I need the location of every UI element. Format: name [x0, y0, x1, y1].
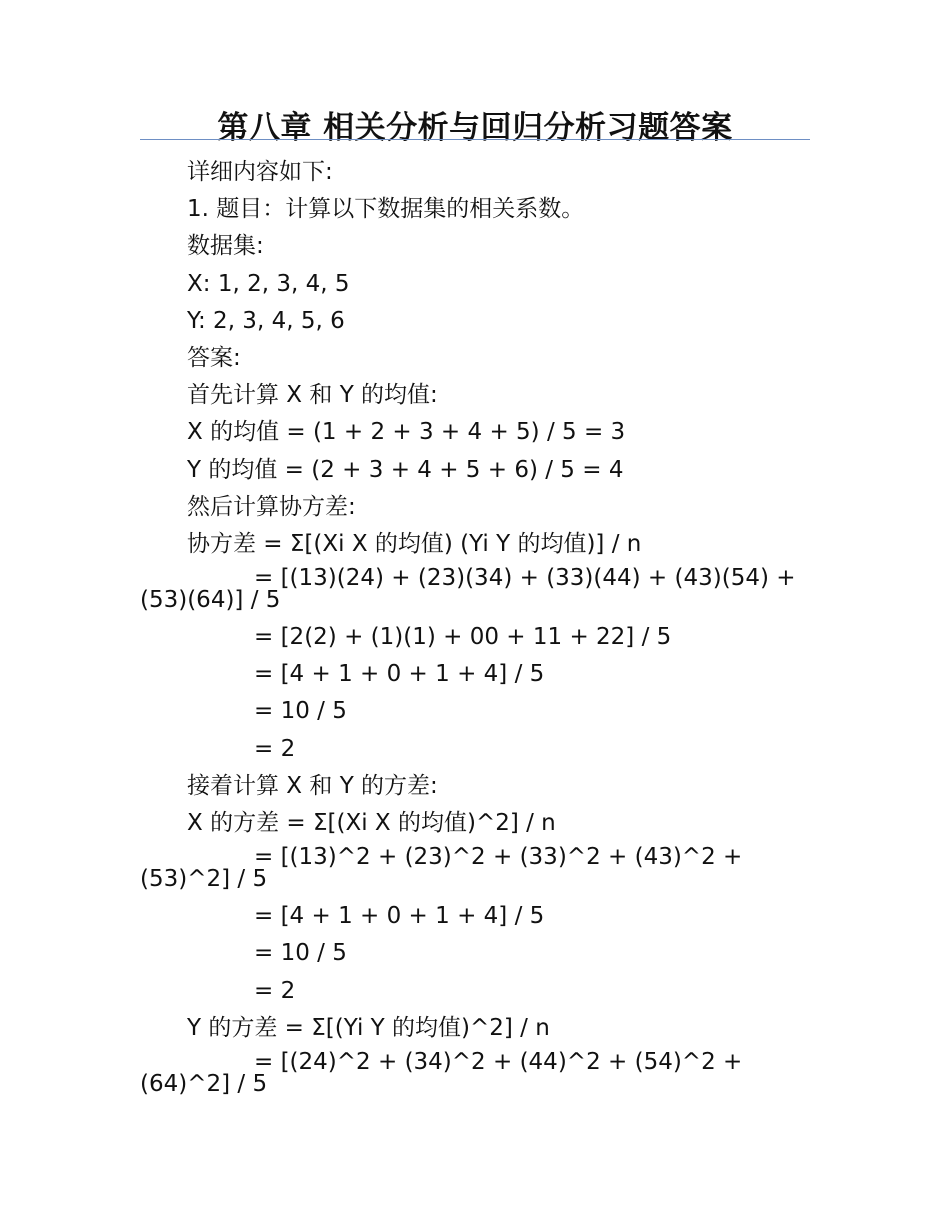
variance-x-step-1: [0, 842, 950, 898]
covariance-step-4: = 10 / 5: [254, 698, 347, 725]
document-body: [0, 154, 950, 1107]
mean-x: X 的均值 = (1 + 2 + 3 + 4 + 5) / 5 = 3: [187, 419, 626, 446]
covariance-step-1: [0, 563, 950, 619]
intro-line: 详细内容如下:: [187, 159, 333, 185]
variance-x-step-2: = [4 + 1 + 0 + 1 + 4] / 5: [254, 903, 545, 930]
mean-heading: 首先计算 X 和 Y 的均值:: [187, 382, 438, 409]
covariance-step-3: = [4 + 1 + 0 + 1 + 4] / 5: [254, 661, 545, 688]
dataset-label: 数据集:: [187, 233, 264, 260]
variance-x-step-3: = 10 / 5: [254, 940, 347, 967]
covariance-heading: 然后计算协方差:: [187, 493, 356, 520]
dataset-y: Y: 2, 3, 4, 5, 6: [187, 307, 345, 334]
covariance-step-2: = [2(2) + (1)(1) + 00 + 11 + 22] / 5: [254, 624, 672, 651]
covariance-step-1-line-1: = [(13)(24) + (23)(34) + (33)(44) + (43)(54) +: [254, 565, 796, 592]
variance-y-formula: Y 的方差 = Σ[(Yi Y 的均值)^2] / n: [187, 1014, 550, 1041]
mean-y: Y 的均值 = (2 + 3 + 4 + 5 + 6) / 5 = 4: [187, 456, 624, 483]
question-line: 1. 题目：计算以下数据集的相关系数。: [187, 196, 585, 223]
title-underline: [140, 139, 810, 140]
document-title: 第八章 相关分析与回归分析习题答案: [217, 110, 733, 146]
variance-x-result: = 2: [254, 977, 296, 1004]
covariance-formula: 协方差 = Σ[(Xi X 的均值) (Yi Y 的均值)] / n: [187, 530, 642, 557]
variance-heading: 接着计算 X 和 Y 的方差:: [187, 772, 438, 799]
variance-x-step-1-line-2: (53)^2] / 5: [140, 866, 268, 893]
variance-y-step-1-line-2: (64)^2] / 5: [140, 1070, 268, 1097]
variance-y-step-1: [0, 1047, 950, 1107]
variance-x-formula: X 的方差 = Σ[(Xi X 的均值)^2] / n: [187, 810, 556, 836]
answer-label: 答案:: [187, 344, 241, 371]
covariance-result: = 2: [254, 735, 296, 762]
variance-y-step-1-line-1: = [(24)^2 + (34)^2 + (44)^2 + (54)^2 +: [254, 1048, 743, 1075]
variance-x-step-1-line-1: = [(13)^2 + (23)^2 + (33)^2 + (43)^2 +: [254, 844, 743, 871]
dataset-x: X: 1, 2, 3, 4, 5: [187, 270, 350, 297]
covariance-step-1-line-2: (53)(64)] / 5: [140, 587, 281, 614]
